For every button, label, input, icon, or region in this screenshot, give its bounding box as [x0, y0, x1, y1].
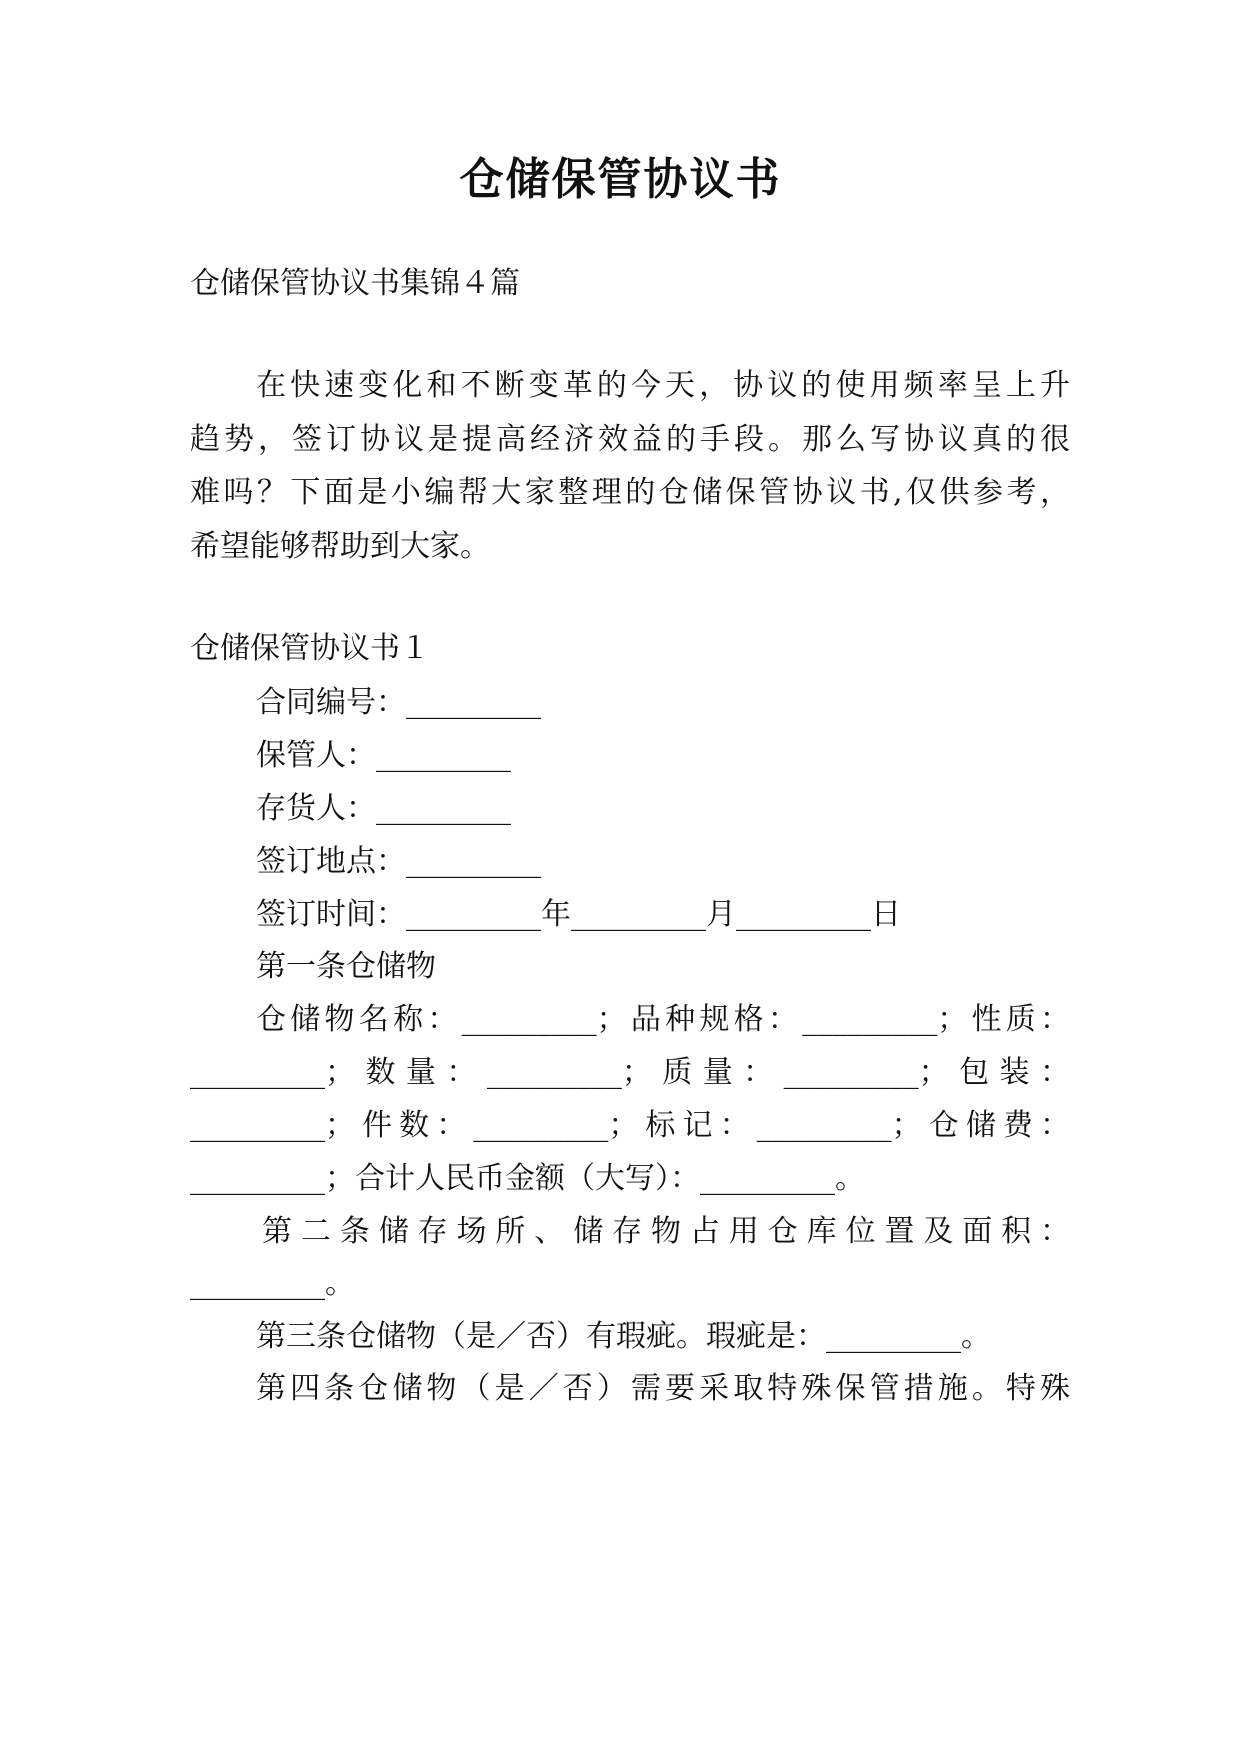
- article-3: 第三条仓储物（是／否）有瑕疵。瑕疵是：_________。: [256, 1319, 991, 1354]
- article-1-line-2: _________；数量：_________；质量：_________；包装：: [190, 1055, 1070, 1090]
- custodian-field: 保管人：_________: [256, 738, 511, 773]
- depositor-field: 存货人：_________: [256, 791, 511, 826]
- article-1-title: 第一条仓储物: [256, 949, 436, 984]
- article-1-line-1: 仓储物名称：_________；品种规格：_________；性质：: [256, 1002, 1070, 1037]
- collection-subtitle: 仓储保管协议书集锦４篇: [190, 266, 520, 301]
- article-1-line-3: _________；件数：_________；标记：_________；仓储费：: [190, 1108, 1070, 1143]
- section-heading: 仓储保管协议书１: [190, 631, 430, 666]
- contract-number-field: 合同编号：_________: [256, 685, 541, 720]
- signing-time-field: 签订时间：_________年_________月_________日: [256, 897, 901, 932]
- article-4: 第四条仓储物（是／否）需要采取特殊保管措施。特殊: [256, 1371, 1070, 1406]
- article-2-line-1: 第二条储存场所、储存物占用仓库位置及面积：: [262, 1214, 1070, 1249]
- article-1-line-4: _________；合计人民币金额（大写）：_________。: [190, 1161, 865, 1196]
- signing-place-field: 签订地点：_________: [256, 844, 541, 879]
- intro-line-2: 趋势，签订协议是提高经济效益的手段。那么写协议真的很: [190, 422, 1070, 457]
- article-2-line-2: _________。: [190, 1266, 355, 1301]
- intro-line-3: 难吗？下面是小编帮大家整理的仓储保管协议书,仅供参考，: [190, 475, 1070, 510]
- intro-line-4: 希望能够帮助到大家。: [190, 529, 490, 564]
- intro-line-1: 在快速变化和不断变革的今天，协议的使用频率呈上升: [256, 368, 1070, 403]
- document-title: 仓储保管协议书: [459, 154, 782, 205]
